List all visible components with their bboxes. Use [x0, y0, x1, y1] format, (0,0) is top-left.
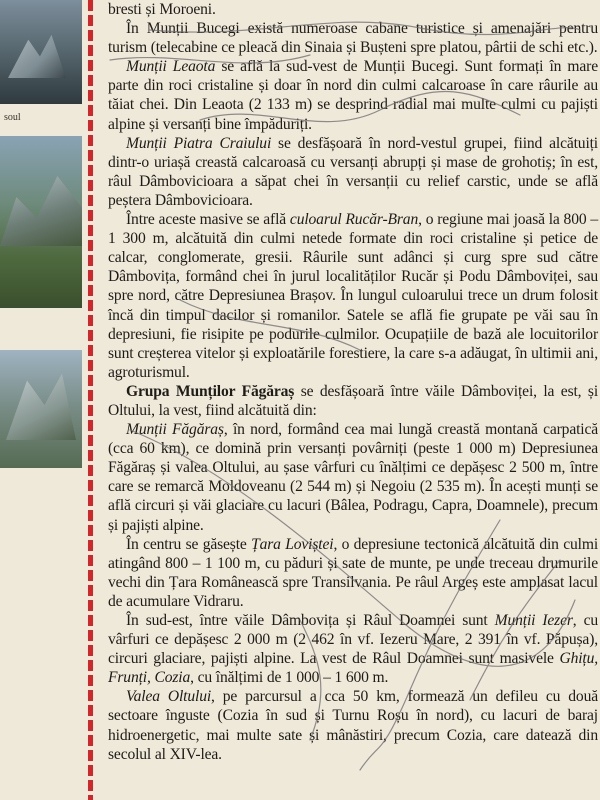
paragraph: [108, 19, 598, 57]
mountain-photo: [0, 0, 82, 104]
body-text: [108, 0, 598, 800]
bold-heading: Grupa Munților Făgăraș: [126, 382, 295, 400]
text-run: Între aceste masive se află: [126, 211, 290, 229]
italic-term: Valea Oltului: [126, 688, 212, 706]
italic-term: Ghițu, Frunți, Cozia: [108, 650, 598, 687]
paragraph: [108, 611, 598, 687]
italic-term: Munții Iezer: [494, 612, 573, 629]
text-run: se desfășoară între văile Dâmboviței, la est, și Oltului, la vest, fiind alcătuită din:: [108, 382, 598, 419]
paragraph: [108, 535, 598, 611]
text-run: se află la sud-vest de Munții Bucegi. Sunt formați în mare parte din roci cristaline și doar în nord din culmi calcaroase în care râurile au tăiat chei. Din Leaota (2 133 m) se desprind radial mai multe culmi cu pajiști alpine și versanți bine împăduriți.: [108, 58, 598, 133]
text-run: În sud-est, între văile Dâmbovița și Râul Doamnei sunt: [126, 612, 495, 629]
text-run: , cu vârfuri ce depășesc 2 000 m (2 462 în vf. Iezeru Mare, 2 391 în vf. Păpușa), circuri glaciare, pajiști alpine. La vest de Râul Doamnei sunt masivele: [108, 612, 598, 668]
mountain-photo: [0, 350, 82, 468]
text-run: , o regiune mai joasă la 800 – 1 300 m, alcătuită din culmi netede formate din roci cristaline și petice de calcar, conglomerate, gresii. Râurile sunt adânci și curg spre sud către Dâmbovița, formând chei în jurul localităților Rucăr și Podu Dâmboviței, sau spre nord, către Depresiunea Brașov. În lungul culoarului trece un drum folosit încă din timpul dacilor și romanilor. Satele se află fie grupate pe văi sau în depresiuni, fie risipite pe podurile culmilor. Ocupațiile de bază ale locuitorilor sunt creșterea vitelor și exploatările forestiere, la care s-a adăugat, în ultimii ani, agroturismul.: [108, 211, 599, 381]
paragraph: [108, 210, 598, 382]
text-run: , cu înălțimi de 1 000 – 1 600 m.: [190, 669, 389, 687]
italic-term: Țara Loviștei: [251, 535, 334, 553]
paragraph: [108, 420, 598, 535]
text-run: , în nord, formând cea mai lungă creastă montană carpatică (cca 60 km), ce domină prin versanți povârniți (peste 1 000 m) Depresiunea Făgăraș și valea Oltului, au șase vârfuri cu înălțimi ce depășesc 2 500 m, între care se remarcă Moldoveanu (2 544 m) și Negoiu (2 535 m). În acești munți se află circuri și văi glaciare cu lacuri (Bâlea, Podragu, Capra, Doamnele), precum și pajiști alpine.: [108, 421, 599, 534]
paragraph: [108, 687, 598, 763]
text-run: se desfășoară în nord-vestul grupei, fiind alcătuiți dintr-o uriașă creastă calcaroasă cu versanți abrupți și mase de grohotiș; în est, râul Dâmbovicioara a săpat chei în versanții cu relief carstic, unde se află peștera Dâmbovicioara.: [108, 134, 598, 209]
text-run: , o depresiune tectonică alcătuită din culmi atingând 800 – 1 100 m, cu păduri și sate de munte, pe unde treceau drumurile vechi din Țara Românească spre Transilvania. Pe râul Argeș este amplasat lacul de acumulare Vidraru.: [108, 535, 599, 610]
text-run: În centru se găsește: [126, 535, 252, 553]
text-run: bresti și Moroeni.: [108, 1, 216, 18]
italic-term: Munții Leaota: [126, 58, 216, 76]
paragraph: [108, 134, 598, 210]
paragraph: [108, 382, 598, 420]
photo-caption: soul: [4, 112, 21, 123]
mountain-photo: [0, 136, 82, 308]
italic-term: Munții Făgăraș: [126, 421, 224, 439]
text-run: , pe parcursul a cca 50 km, formează un defileu cu două sectoare înguste (Cozia în sud și Turnu Roșu în nord), cu lacuri de baraj hidroenergetic, mai multe sate și mânăstiri, precum Cozia, care datează din secolul al XIV-lea.: [108, 688, 598, 763]
italic-term: culoarul Rucăr-Bran: [289, 211, 419, 229]
italic-term: Munții Piatra Craiului: [126, 134, 272, 152]
red-dashed-border: [88, 0, 93, 800]
margin-photos: [0, 0, 88, 800]
text-run: În Munții Bucegi există numeroase cabane turistice și amenajări pentru turism (telecabine ce pleacă din Sinaia și Bușteni spre platou, pârtii de schi etc.).: [108, 20, 598, 57]
paragraph: [108, 57, 598, 133]
paragraph-fragment: [108, 0, 598, 19]
